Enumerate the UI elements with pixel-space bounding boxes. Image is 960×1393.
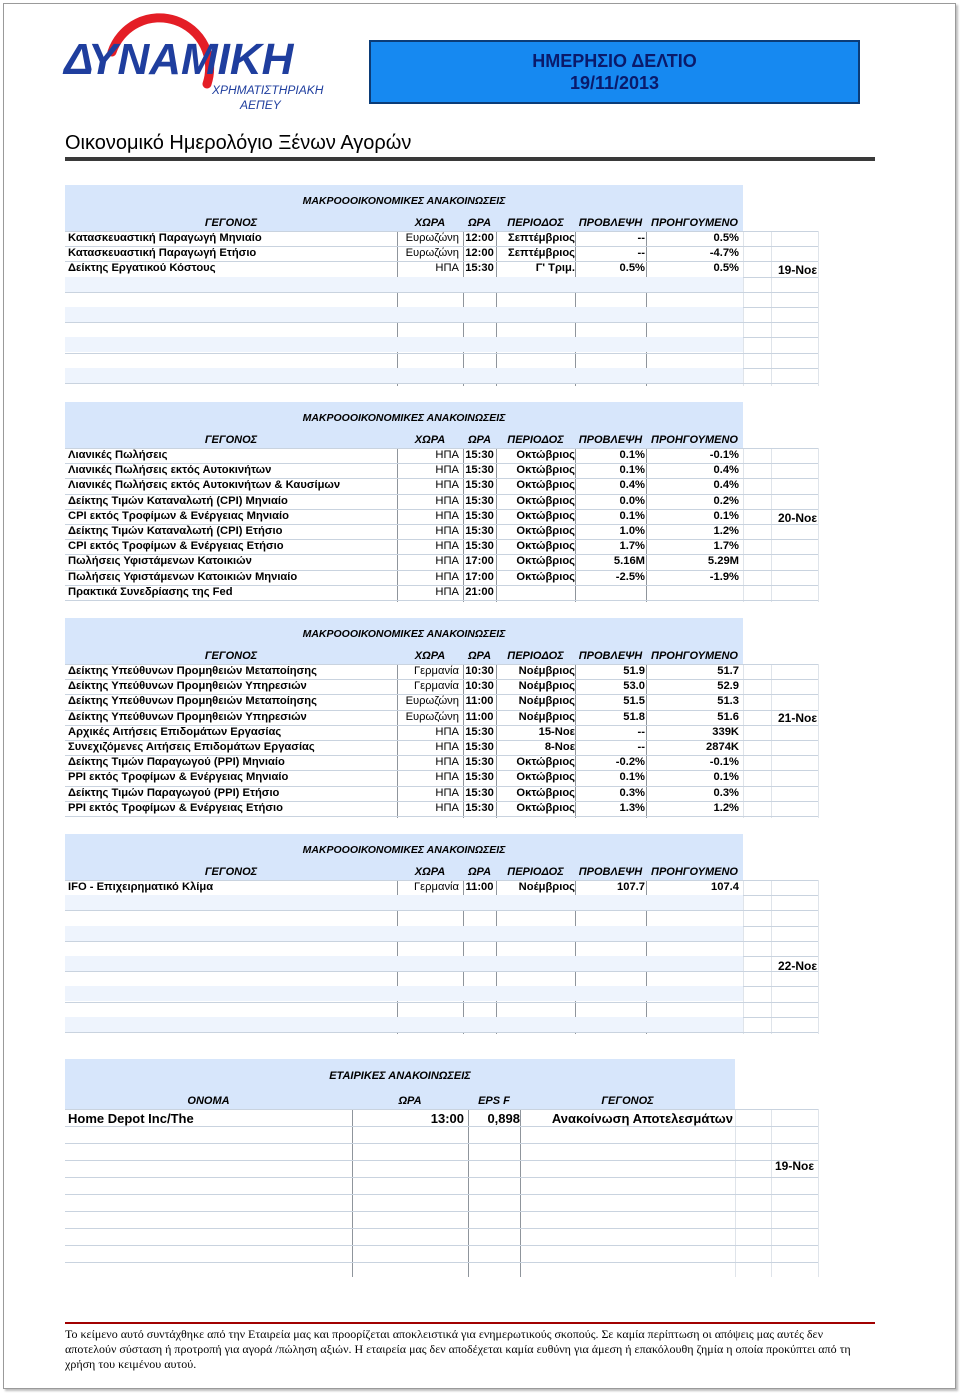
column-header-period: ΠΕΡΙΟΔΟΣ — [507, 650, 564, 662]
grid-hline — [65, 1177, 818, 1178]
event-row — [65, 261, 743, 276]
cell-time: 11:00 — [465, 695, 494, 707]
cell-time: 12:00 — [465, 232, 494, 244]
grid-vline — [743, 231, 744, 386]
column-header-time: ΩΡΑ — [467, 217, 492, 229]
cell-period: Νοέμβριος — [518, 680, 575, 692]
corporate-cell-eps: 0,898 — [487, 1111, 520, 1126]
cell-forecast: -- — [637, 741, 645, 753]
event-row — [65, 554, 743, 569]
grid-vline — [743, 880, 744, 1034]
footer-rule — [65, 1322, 875, 1324]
column-header-previous: ΠΡΟΗΓΟΥΜΕΝΟ — [651, 434, 738, 446]
macro-section — [65, 185, 825, 386]
cell-forecast: 107.7 — [617, 881, 645, 893]
cell-time: 12:00 — [465, 247, 494, 259]
cell-time: 15:30 — [465, 802, 494, 814]
company-logo — [62, 12, 354, 112]
column-header-time: ΩΡΑ — [467, 866, 492, 878]
event-row — [65, 524, 743, 539]
cell-country: Ευρωζώνη — [405, 247, 459, 259]
column-header-forecast: ΠΡΟΒΛΕΨΗ — [578, 866, 643, 878]
cell-event: PPI εκτός Τροφίμων & Ενέργειας Μηνιαίο — [68, 771, 289, 783]
corporate-section — [65, 1059, 825, 1277]
cell-event: Δείκτης Τιμών Παραγωγού (PPI) Ετήσιο — [68, 787, 280, 799]
cell-country: ΗΠΑ — [435, 802, 459, 814]
column-header-period: ΠΕΡΙΟΔΟΣ — [507, 217, 564, 229]
cell-event: Λιανικές Πωλήσεις εκτός Αυτοκινήτων — [68, 464, 272, 476]
cell-event: Κατασκευαστική Παραγωγή Ετήσιο — [68, 247, 257, 259]
grid-hline — [65, 910, 818, 911]
event-row — [65, 509, 743, 524]
cell-period: Οκτώβριος — [516, 540, 575, 552]
cell-period: Νοέμβριος — [518, 711, 575, 723]
cell-previous: 0.4% — [713, 479, 739, 491]
cell-forecast: 53.0 — [623, 680, 645, 692]
column-header-event: ΓΕΓΟΝΟΣ — [204, 866, 258, 878]
cell-previous: 0.5% — [713, 262, 739, 274]
cell-country: Ευρωζώνη — [405, 695, 459, 707]
event-row — [65, 801, 743, 816]
column-header-time: ΩΡΑ — [467, 434, 492, 446]
cell-previous: 0.2% — [713, 495, 739, 507]
event-row — [65, 694, 743, 709]
grid-hline — [65, 1143, 818, 1144]
cell-forecast: -- — [637, 247, 645, 259]
cell-time: 15:30 — [465, 495, 494, 507]
title-rule — [65, 157, 875, 161]
cell-event: Συνεχιζόμενες Αιτήσεις Επιδομάτων Εργασίας — [68, 741, 315, 753]
macro-section — [65, 402, 825, 602]
grid-hline — [65, 1126, 818, 1127]
cell-period: Νοέμβριος — [518, 665, 575, 677]
cell-country: Ευρωζώνη — [405, 711, 459, 723]
column-header-period: ΠΕΡΙΟΔΟΣ — [507, 434, 564, 446]
column-header-country: ΧΩΡΑ — [414, 434, 446, 446]
grid-hline — [65, 1262, 818, 1263]
column-header-previous: ΠΡΟΗΓΟΥΜΕΝΟ — [651, 650, 738, 662]
empty-row-shade — [65, 277, 743, 292]
cell-event: Δείκτης Υπεύθυνων Προμηθειών Μεταποίησης — [68, 695, 317, 707]
grid-hline — [65, 1002, 818, 1003]
event-row — [65, 494, 743, 509]
cell-country: ΗΠΑ — [435, 571, 459, 583]
corporate-header-eps: EPS F — [478, 1095, 510, 1107]
corporate-header-time: ΩΡΑ — [398, 1095, 422, 1107]
grid-vline — [520, 1109, 521, 1277]
cell-event: Δείκτης Τιμών Παραγωγού (PPI) Μηνιαίο — [68, 756, 285, 768]
cell-country: Γερμανία — [414, 881, 459, 893]
cell-period: Οκτώβριος — [516, 510, 575, 522]
bulletin-header — [369, 40, 860, 104]
grid-vline — [818, 448, 819, 602]
column-header-row — [65, 865, 743, 879]
event-row — [65, 710, 743, 725]
grid-hline — [65, 1228, 818, 1229]
grid-vline — [771, 664, 772, 818]
page-title: Οικονομικό Ημερολόγιο Ξένων Αγορών — [65, 132, 412, 154]
cell-forecast: 5.16M — [613, 555, 645, 567]
logo-sub1: ΧΡΗΜΑΤΙΣΤΗΡΙΑΚΗ — [212, 83, 324, 97]
cell-event: Δείκτης Υπεύθυνων Προμηθειών Υπηρεσιών — [68, 680, 307, 692]
cell-previous: 0.3% — [713, 787, 739, 799]
cell-country: ΗΠΑ — [435, 540, 459, 552]
empty-row-shade — [65, 956, 743, 971]
grid-vline — [735, 1109, 736, 1277]
event-row — [65, 770, 743, 785]
cell-period: Νοέμβριος — [518, 695, 575, 707]
cell-country: ΗΠΑ — [435, 510, 459, 522]
cell-previous: -1.9% — [709, 571, 739, 583]
cell-previous: 5.29M — [707, 555, 739, 567]
column-header-row — [65, 649, 743, 663]
cell-country: ΗΠΑ — [435, 555, 459, 567]
section-title: ΜΑΚΡΟΟΟΙΚΟΝΟΜΙΚΕΣ ΑΝΑΚΟΙΝΩΣΕΙΣ — [302, 844, 506, 856]
bulletin-title: ΗΜΕΡΗΣΙΟ ΔΕΛΤΙΟ — [532, 51, 697, 71]
empty-row-shade — [65, 307, 743, 322]
grid-vline — [818, 664, 819, 818]
cell-previous: -0.1% — [709, 449, 739, 461]
cell-event: Πρακτικά Συνεδρίασης της Fed — [68, 586, 233, 598]
cell-forecast: 51.8 — [623, 711, 645, 723]
cell-previous: 0.1% — [713, 510, 739, 522]
grid-hline — [65, 322, 818, 323]
column-header-forecast: ΠΡΟΒΛΕΨΗ — [578, 217, 643, 229]
event-row — [65, 755, 743, 770]
cell-previous: -4.7% — [709, 247, 739, 259]
corporate-header-event: ΓΕΓΟΝΟΣ — [601, 1095, 654, 1107]
section-title: ΜΑΚΡΟΟΟΙΚΟΝΟΜΙΚΕΣ ΑΝΑΚΟΙΝΩΣΕΙΣ — [302, 628, 506, 640]
cell-previous: 0.1% — [713, 771, 739, 783]
grid-vline — [743, 448, 744, 602]
event-row — [65, 231, 743, 246]
cell-period: Γ' Τριμ. — [535, 262, 575, 274]
cell-event: Πωλήσεις Υφιστάμενων Κατοικιών Μηνιαίο — [68, 571, 298, 583]
cell-time: 17:00 — [465, 571, 494, 583]
grid-hline — [65, 1032, 818, 1033]
column-header-event: ΓΕΓΟΝΟΣ — [204, 434, 258, 446]
grid-vline — [818, 880, 819, 1034]
cell-forecast: 51.9 — [623, 665, 645, 677]
cell-country: ΗΠΑ — [435, 756, 459, 768]
event-row — [65, 463, 743, 478]
event-row — [65, 478, 743, 493]
cell-event: CPI εκτός Τροφίμων & Ενέργειας Μηνιαίο — [68, 510, 289, 522]
cell-country: ΗΠΑ — [435, 586, 459, 598]
cell-country: ΗΠΑ — [435, 525, 459, 537]
cell-event: PPI εκτός Τροφίμων & Ενέργειας Ετήσιο — [68, 802, 283, 814]
grid-hline — [65, 1194, 818, 1195]
grid-vline — [818, 1109, 819, 1277]
cell-country: ΗΠΑ — [435, 495, 459, 507]
cell-time: 15:30 — [465, 756, 494, 768]
grid-hline — [65, 1211, 818, 1212]
cell-forecast: 1.0% — [619, 525, 645, 537]
event-row — [65, 664, 743, 679]
event-row — [65, 246, 743, 261]
grid-vline — [818, 231, 819, 386]
empty-row-shade — [65, 926, 743, 941]
section-title: ΜΑΚΡΟΟΟΙΚΟΝΟΜΙΚΕΣ ΑΝΑΚΟΙΝΩΣΕΙΣ — [302, 412, 506, 424]
cell-forecast: 0.3% — [619, 787, 645, 799]
cell-event: Δείκτης Υπεύθυνων Προμηθειών Μεταποίησης — [68, 665, 317, 677]
cell-time: 15:30 — [465, 771, 494, 783]
cell-time: 10:30 — [465, 680, 494, 692]
event-row — [65, 786, 743, 801]
cell-event: CPI εκτός Τροφίμων & Ενέργειας Ετήσιο — [68, 540, 284, 552]
cell-event: Κατασκευαστική Παραγωγή Μηνιαίο — [68, 232, 262, 244]
cell-period: Οκτώβριος — [516, 802, 575, 814]
column-header-row — [65, 216, 743, 230]
column-header-country: ΧΩΡΑ — [414, 217, 446, 229]
grid-vline — [468, 1109, 469, 1277]
event-row — [65, 570, 743, 585]
grid-hline — [65, 383, 818, 384]
cell-event: Δείκτης Εργατικού Κόστους — [68, 262, 216, 274]
cell-forecast: 0.4% — [619, 479, 645, 491]
cell-forecast: 1.7% — [619, 540, 645, 552]
cell-time: 15:30 — [465, 540, 494, 552]
grid-vline — [352, 1109, 353, 1277]
corporate-header-row — [65, 1094, 735, 1108]
cell-period: Οκτώβριος — [516, 495, 575, 507]
column-header-event: ΓΕΓΟΝΟΣ — [204, 217, 258, 229]
cell-time: 15:30 — [465, 464, 494, 476]
cell-period: Σεπτέμβριος — [508, 232, 575, 244]
empty-row-shade — [65, 368, 743, 383]
column-header-previous: ΠΡΟΗΓΟΥΜΕΝΟ — [651, 217, 738, 229]
cell-forecast: -2.5% — [615, 571, 645, 583]
cell-time: 15:30 — [465, 510, 494, 522]
cell-country: ΗΠΑ — [435, 787, 459, 799]
grid-vline — [771, 1109, 772, 1277]
cell-forecast: -- — [637, 726, 645, 738]
cell-time: 11:00 — [465, 881, 494, 893]
column-header-row — [65, 433, 743, 447]
cell-time: 15:30 — [465, 262, 494, 274]
day-label: 21-Νοε — [778, 711, 818, 725]
cell-previous: 52.9 — [717, 680, 739, 692]
cell-period: Οκτώβριος — [516, 555, 575, 567]
macro-section — [65, 618, 825, 818]
event-row — [65, 448, 743, 463]
cell-country: ΗΠΑ — [435, 771, 459, 783]
cell-event: Πωλήσεις Υφιστάμενων Κατοικιών — [68, 555, 252, 567]
cell-time: 17:00 — [465, 555, 494, 567]
cell-country: ΗΠΑ — [435, 262, 459, 274]
column-header-country: ΧΩΡΑ — [414, 650, 446, 662]
event-row — [65, 585, 743, 600]
cell-country: ΗΠΑ — [435, 464, 459, 476]
cell-event: Δείκτης Τιμών Καταναλωτή (CPI) Ετήσιο — [68, 525, 283, 537]
disclaimer: Το κείμενο αυτό συντάχθηκε από την Εταιρεία μας και προορίζεται αποκλειστικά για ενημερωτικούς σκοπούς. Σε καμία περίπτωση οι απόψεις μας αυτές δεν αποτελούν σύσταση ή προτροπή για αγορά /πώληση αξιών. Η εταιρεία μας δεν αποδέχεται καμία ευθύνη για άμεση ή επακόλουθη ζημία η οποία προκύπτει από τη χρήση του κειμένου αυτού. — [65, 1327, 851, 1371]
cell-event: Λιανικές Πωλήσεις — [68, 449, 168, 461]
corporate-day-label: 19-Νοε — [775, 1159, 815, 1173]
logo-sub2: ΑΕΠΕΥ — [240, 98, 281, 112]
grid-hline — [65, 353, 818, 354]
logo-brand: ΔΥΝΑΜΙΚΗ — [64, 35, 294, 84]
cell-previous: -0.1% — [709, 756, 739, 768]
cell-period: Οκτώβριος — [516, 449, 575, 461]
cell-period: 15-Νοε — [538, 726, 575, 738]
cell-country: Ευρωζώνη — [405, 232, 459, 244]
cell-time: 11:00 — [465, 711, 494, 723]
grid-hline — [65, 292, 818, 293]
cell-period: Οκτώβριος — [516, 464, 575, 476]
grid-vline — [771, 880, 772, 1034]
cell-period: 8-Νοε — [544, 741, 575, 753]
cell-previous: 2874K — [706, 741, 739, 753]
cell-event: Δείκτης Υπεύθυνων Προμηθειών Υπηρεσιών — [68, 711, 307, 723]
grid-hline — [65, 971, 818, 972]
empty-row-shade — [65, 1017, 743, 1032]
event-row — [65, 880, 743, 895]
cell-event: Δείκτης Τιμών Καταναλωτή (CPI) Μηνιαίο — [68, 495, 288, 507]
cell-forecast: 0.1% — [619, 510, 645, 522]
cell-period: Οκτώβριος — [516, 771, 575, 783]
grid-vline — [771, 231, 772, 386]
column-header-country: ΧΩΡΑ — [414, 866, 446, 878]
corporate-cell-event: Ανακοίνωση Αποτελεσμάτων — [551, 1111, 733, 1126]
cell-event: Αρχικές Αιτήσεις Επιδομάτων Εργασίας — [68, 726, 282, 738]
grid-hline — [65, 1245, 818, 1246]
cell-period: Οκτώβριος — [516, 525, 575, 537]
corporate-cell-name: Home Depot Inc/The — [68, 1111, 194, 1126]
corporate-cell-time: 13:00 — [430, 1111, 464, 1126]
cell-previous: 0.4% — [713, 464, 739, 476]
cell-previous: 51.3 — [717, 695, 739, 707]
cell-forecast: -0.2% — [615, 756, 645, 768]
cell-country: Γερμανία — [414, 680, 459, 692]
cell-period: Οκτώβριος — [516, 756, 575, 768]
cell-period: Οκτώβριος — [516, 787, 575, 799]
corporate-title: ΕΤΑΙΡΙΚΕΣ ΑΝΑΚΟΙΝΩΣΕΙΣ — [329, 1070, 471, 1082]
cell-time: 15:30 — [465, 726, 494, 738]
bulletin-date: 19/11/2013 — [569, 73, 660, 93]
grid-vline — [771, 448, 772, 602]
corporate-header-name: ΟΝΟΜΑ — [187, 1095, 230, 1107]
cell-forecast: 0.0% — [619, 495, 645, 507]
empty-row-shade — [65, 337, 743, 352]
cell-forecast: 0.5% — [619, 262, 645, 274]
empty-row-shade — [65, 986, 743, 1001]
cell-forecast: 0.1% — [619, 449, 645, 461]
grid-hline — [65, 941, 818, 942]
cell-previous: 339K — [712, 726, 739, 738]
cell-time: 15:30 — [465, 525, 494, 537]
cell-previous: 51.6 — [717, 711, 739, 723]
cell-period: Νοέμβριος — [518, 881, 575, 893]
cell-time: 21:00 — [465, 586, 494, 598]
day-label: 20-Νοε — [778, 511, 818, 525]
day-label: 22-Νοε — [778, 959, 818, 973]
cell-event: Λιανικές Πωλήσεις εκτός Αυτοκινήτων & Καυσίμων — [68, 479, 341, 491]
event-row — [65, 679, 743, 694]
cell-forecast: -- — [637, 232, 645, 244]
cell-forecast: 51.5 — [623, 695, 645, 707]
event-row — [65, 740, 743, 755]
column-header-time: ΩΡΑ — [467, 650, 492, 662]
grid-hline — [65, 1160, 818, 1161]
cell-previous: 1.2% — [713, 525, 739, 537]
cell-event: IFO - Επιχειρηματικό Κλίμα — [68, 881, 214, 893]
empty-row-shade — [65, 895, 743, 910]
cell-country: ΗΠΑ — [435, 741, 459, 753]
cell-country: Γερμανία — [414, 665, 459, 677]
cell-time: 15:30 — [465, 741, 494, 753]
column-header-previous: ΠΡΟΗΓΟΥΜΕΝΟ — [651, 866, 738, 878]
corporate-row — [65, 1110, 735, 1125]
column-header-forecast: ΠΡΟΒΛΕΨΗ — [578, 650, 643, 662]
column-header-event: ΓΕΓΟΝΟΣ — [204, 650, 258, 662]
column-header-period: ΠΕΡΙΟΔΟΣ — [507, 866, 564, 878]
cell-time: 15:30 — [465, 787, 494, 799]
cell-time: 10:30 — [465, 665, 494, 677]
event-row — [65, 539, 743, 554]
cell-period: Οκτώβριος — [516, 479, 575, 491]
section-title: ΜΑΚΡΟΟΟΙΚΟΝΟΜΙΚΕΣ ΑΝΑΚΟΙΝΩΣΕΙΣ — [302, 195, 506, 207]
cell-previous: 107.4 — [711, 881, 739, 893]
cell-period: Οκτώβριος — [516, 571, 575, 583]
cell-previous: 0.5% — [713, 232, 739, 244]
column-header-forecast: ΠΡΟΒΛΕΨΗ — [578, 434, 643, 446]
grid-vline — [743, 664, 744, 818]
cell-forecast: 0.1% — [619, 464, 645, 476]
cell-country: ΗΠΑ — [435, 449, 459, 461]
cell-previous: 1.2% — [713, 802, 739, 814]
macro-section — [65, 834, 825, 1034]
cell-period: Σεπτέμβριος — [508, 247, 575, 259]
cell-previous: 51.7 — [717, 665, 739, 677]
cell-time: 15:30 — [465, 449, 494, 461]
day-label: 19-Νοε — [778, 263, 818, 277]
cell-country: ΗΠΑ — [435, 726, 459, 738]
cell-forecast: 0.1% — [619, 771, 645, 783]
event-row — [65, 725, 743, 740]
cell-country: ΗΠΑ — [435, 479, 459, 491]
cell-time: 15:30 — [465, 479, 494, 491]
cell-forecast: 1.3% — [619, 802, 645, 814]
cell-previous: 1.7% — [713, 540, 739, 552]
